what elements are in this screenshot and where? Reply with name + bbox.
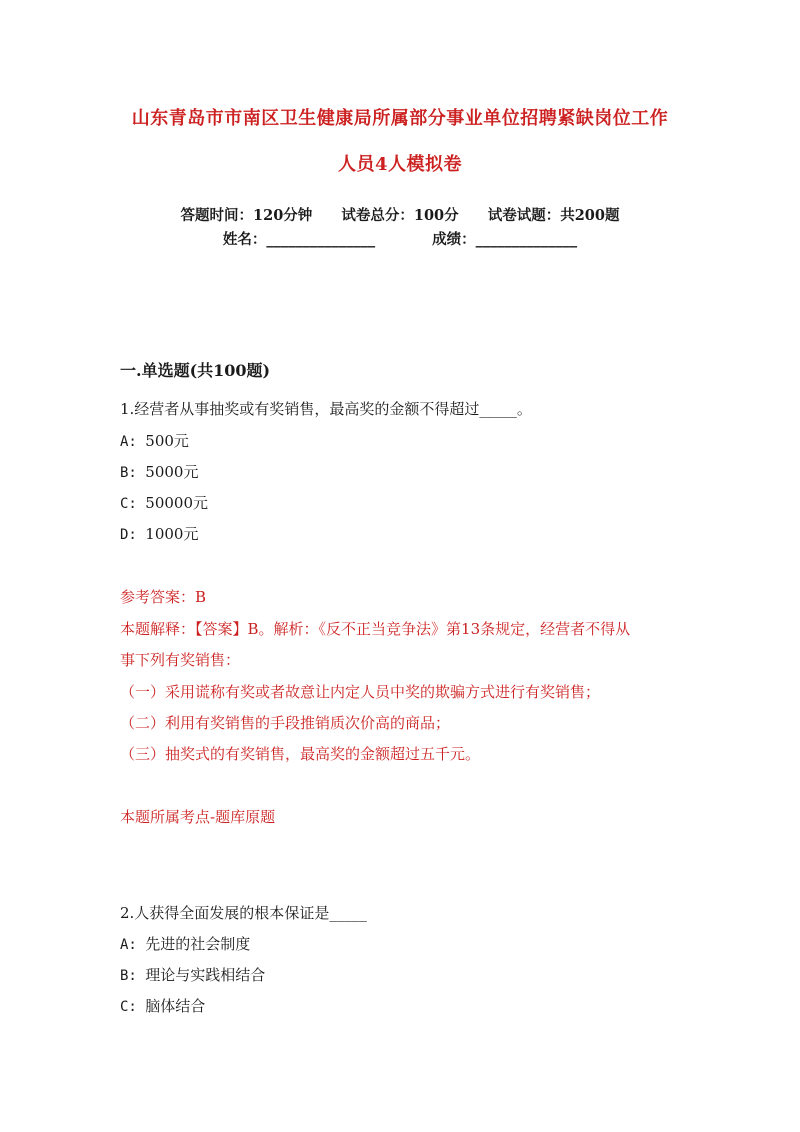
- option-b: [120, 964, 265, 985]
- option-a: [120, 933, 250, 954]
- exam-question-count: 试卷试题：共200题: [487, 207, 620, 224]
- exam-title-line1: 山东青岛市市南区卫生健康局所属部分事业单位招聘紧缺岗位工作: [131, 108, 669, 129]
- option-b: [120, 461, 198, 482]
- explanation-line: 本题解释：【答案】B。解析：《反不正当竞争法》第13条规定，经营者不得从: [120, 620, 631, 638]
- option-key: D:: [120, 527, 137, 543]
- option-text: 脑体结合: [145, 997, 206, 1015]
- option-key: A:: [120, 937, 137, 953]
- reference-answer: 参考答案：B: [120, 588, 207, 606]
- topic-note: 本题所属考点-题库原题: [120, 808, 276, 826]
- option-key: C:: [120, 999, 137, 1015]
- exam-time: 答题时间：120分钟: [180, 207, 313, 224]
- option-d: [120, 523, 198, 544]
- option-a: [120, 430, 189, 451]
- option-text: 50000元: [145, 494, 209, 512]
- option-text: 5000元: [145, 463, 199, 481]
- explanation-line: （三）抽奖式的有奖销售，最高奖的金额超过五千元。: [120, 745, 481, 763]
- option-text: 500元: [145, 432, 189, 450]
- option-text: 理论与实践相结合: [145, 966, 266, 984]
- option-key: A:: [120, 434, 137, 450]
- question-stem: 2.人获得全面发展的根本保证是_____: [120, 904, 367, 922]
- explanation-line: （二）利用有奖销售的手段推销质次价高的商品；: [120, 714, 451, 732]
- explanation-line: （一）采用谎称有奖或者故意让内定人员中奖的欺骗方式进行有奖销售；: [120, 683, 601, 701]
- option-text: 先进的社会制度: [145, 935, 251, 953]
- option-key: C:: [120, 496, 137, 512]
- exam-total-score: 试卷总分：100分: [341, 207, 459, 224]
- section-title: 一.单选题(共100题): [120, 361, 271, 380]
- option-text: 1000元: [145, 525, 199, 543]
- exam-meta: [0, 204, 800, 225]
- option-c: [120, 995, 205, 1016]
- name-field: 姓名：_______________: [222, 231, 376, 248]
- explanation-line: 事下列有奖销售：: [120, 651, 241, 669]
- option-key: B:: [120, 465, 137, 481]
- score-field: 成绩：______________: [432, 231, 578, 248]
- option-key: B:: [120, 968, 137, 984]
- question-stem: 1.经营者从事抽奖或有奖销售，最高奖的金额不得超过_____。: [120, 400, 532, 418]
- option-c: [120, 492, 208, 513]
- exam-fill-in: [0, 228, 800, 249]
- exam-title-line2: 人员4人模拟卷: [337, 154, 463, 175]
